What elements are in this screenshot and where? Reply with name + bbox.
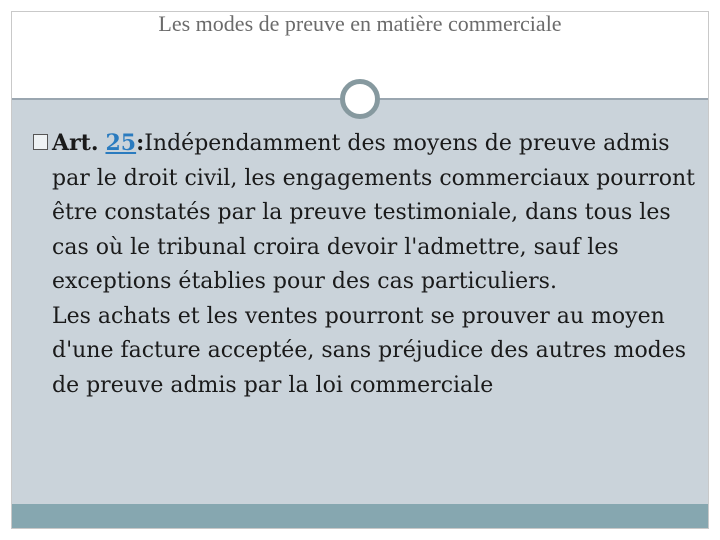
decorative-ring-icon <box>340 79 380 119</box>
article-paragraph-2: Les achats et les ventes pourront se prouver au moyen d'une facture acceptée, sans préjudice des autres modes de preuve admis par la loi commerciale <box>52 303 687 398</box>
article-label: Art. <box>52 130 99 156</box>
article-paragraph <box>32 126 702 300</box>
slide-content <box>32 126 702 403</box>
article-colon: : <box>136 130 145 156</box>
article-number-link[interactable]: 25 <box>105 130 137 156</box>
slide-footer-bar <box>12 504 708 528</box>
slide-title: Les modes de preuve en matière commerciale <box>158 11 562 36</box>
article-text: Indépendamment des moyens de preuve admis par le droit civil, les engagements commerciaux pourront être constatés par la preuve testimoniale, dans tous les cas où le tribunal croira devoir l'admettre, sauf les exceptions établies pour des cas particuliers. <box>52 131 695 294</box>
bullet-box-icon <box>32 134 52 152</box>
